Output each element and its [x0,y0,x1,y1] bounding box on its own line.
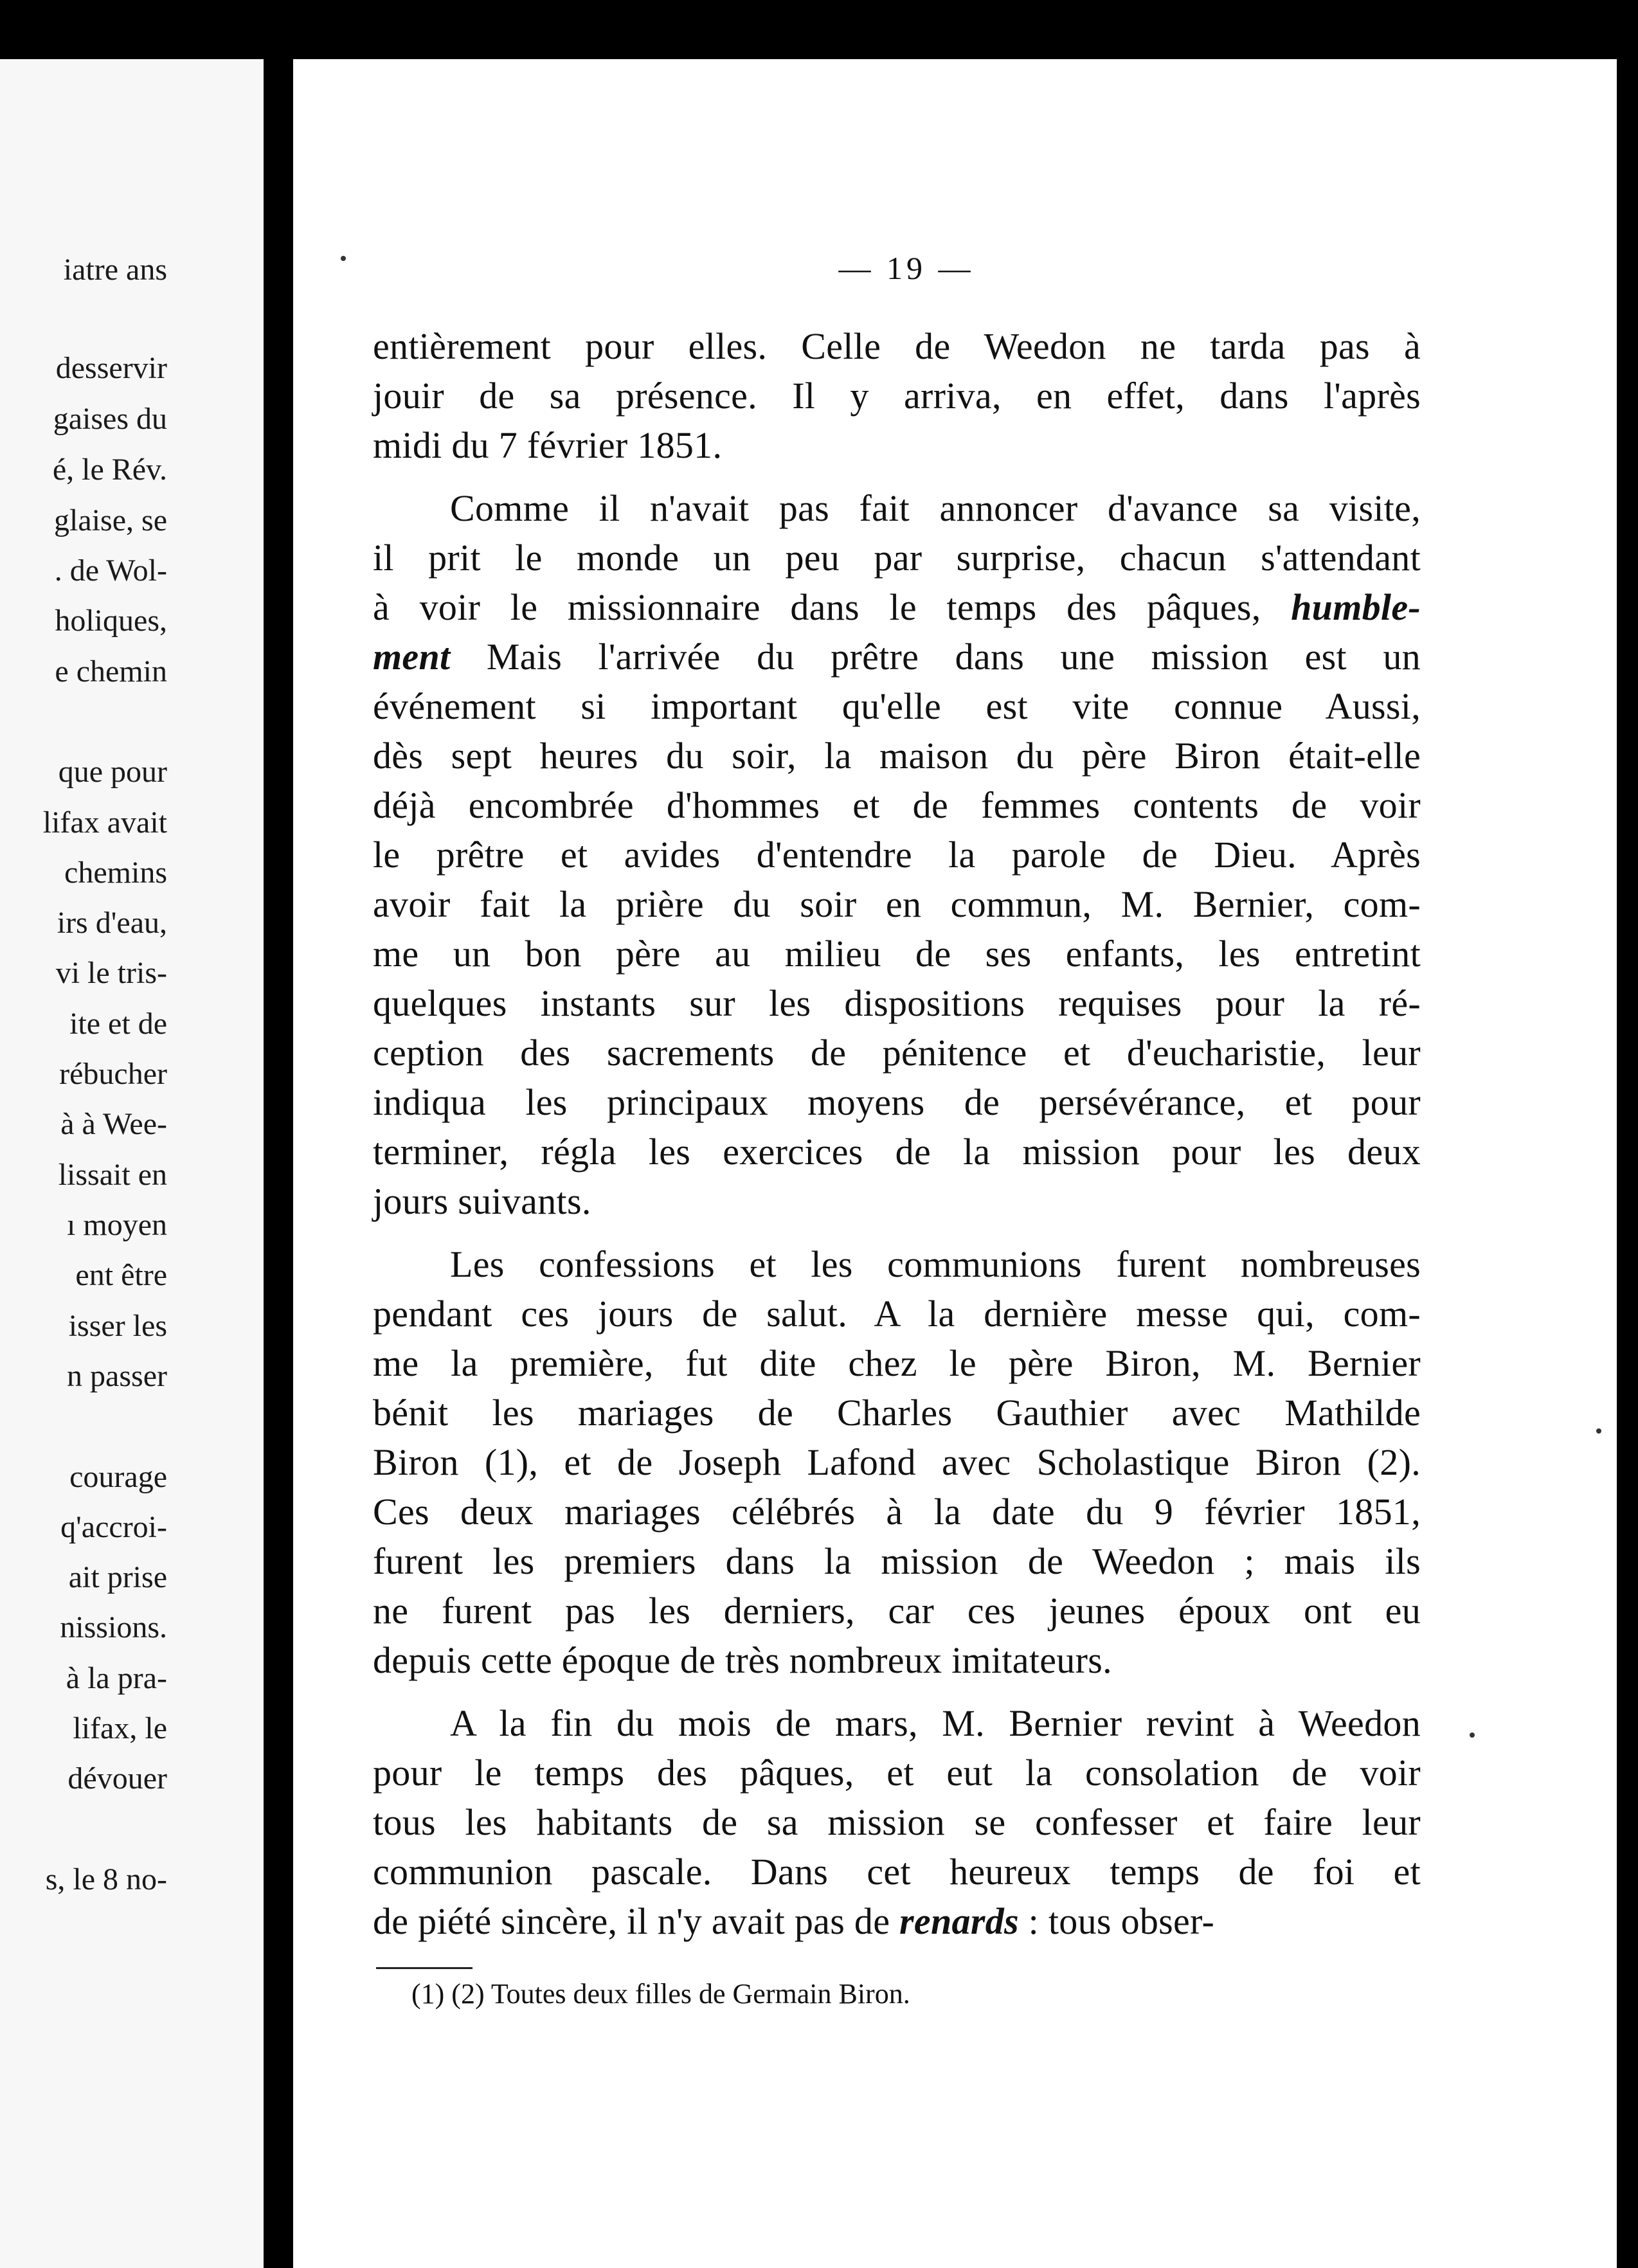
text-line [373,1127,1421,1176]
left-page-line: lifax, le [73,1711,167,1745]
text-line [373,1698,1421,1748]
text-segment: furent les premiers dans la mission de Weedon ; mais ils [373,1540,1421,1582]
italic-text: humble- [1291,586,1421,628]
text-segment: me un bon père au milieu de ses enfants, les entretint [373,933,1421,975]
left-page-line: lifax avait [42,806,167,840]
left-page-line: chemins [64,856,167,890]
text-segment: le prêtre et avides d'entendre la parole de Dieu. Après [373,834,1421,876]
scan-speck [1596,1428,1601,1434]
text-line [373,1028,1421,1077]
scan-right-border [1617,0,1638,2268]
left-page-line: iatre ans [63,253,167,287]
text-segment: déjà encombrée d'hommes et de femmes contents de voir [373,784,1421,826]
text-line [373,1586,1421,1635]
text-line [373,1437,1421,1487]
left-page-line: gaises du [53,402,167,436]
footnote: (1) (2) Toutes deux filles de Germain Biron. [411,1978,910,2010]
text-segment: indiqua les principaux moyens de persévérance, et pour [373,1081,1421,1123]
text-segment: terminer, régla les exercices de la mission pour les deux [373,1131,1421,1173]
left-page-line: holiques, [55,604,167,638]
text-segment: ne furent pas les derniers, car ces jeunes époux ont eu [373,1590,1421,1632]
text-line [373,681,1421,731]
text-line [373,731,1421,780]
text-line [373,978,1421,1028]
left-page-line: rébucher [59,1057,167,1091]
text-line [373,1635,1421,1685]
text-segment: pendant ces jours de salut. A la dernière messe qui, com- [373,1293,1421,1335]
text-segment: me la première, fut dite chez le père Biron, M. Bernier [373,1342,1421,1384]
left-page-line: glaise, se [54,503,167,537]
left-page-fragment [0,59,264,2268]
text-segment: communion pascale. Dans cet heureux temps de foi et [373,1851,1421,1893]
text-segment: jours suivants. [373,1180,591,1222]
text-segment: depuis cette époque de très nombreux imitateurs. [373,1639,1112,1681]
left-page-line: ite et de [69,1007,167,1041]
text-segment: dès sept heures du soir, la maison du père Biron était-elle [373,735,1421,777]
text-segment: Mais l'arrivée du prêtre dans une mission est un [450,636,1421,678]
text-line [373,632,1421,681]
text-line [373,1077,1421,1127]
scan-speck [1470,1733,1475,1738]
left-page-line: . de Wol- [54,554,167,588]
text-segment: ception des sacrements de pénitence et d'eucharistie, leur [373,1032,1421,1074]
text-line [373,483,1421,533]
left-page-line: desservir [55,351,167,385]
text-segment: midi du 7 février 1851. [373,424,723,466]
text-line [373,1388,1421,1437]
text-segment: Ces deux mariages célébrés à la date du 9 février 1851, [373,1491,1421,1533]
text-segment: tous les habitants de sa mission se confesser et faire leur [373,1801,1421,1843]
left-page-line: à à Wee- [60,1107,167,1141]
text-line [373,533,1421,582]
left-page-line: e chemin [55,654,167,688]
left-page-line: dévouer [68,1761,167,1796]
page-number: — 19 — [838,250,975,286]
scan-top-border [0,0,1638,59]
text-segment: : tous obser- [1018,1900,1215,1942]
book-gutter [264,0,293,2268]
text-line [373,830,1421,879]
text-line [373,1487,1421,1536]
text-line [373,879,1421,929]
text-line [373,929,1421,978]
text-segment: entièrement pour elles. Celle de Weedon ne tarda pas à [373,325,1421,367]
left-page-line: q'accroi- [60,1510,167,1544]
text-segment: à voir le missionnaire dans le temps des pâques, [373,586,1292,628]
left-page-line: lissait en [58,1158,167,1192]
text-segment: Biron (1), et de Joseph Lafond avec Scholastique Biron (2). [373,1441,1421,1483]
left-page-line: isser les [68,1309,167,1343]
text-line [373,1847,1421,1896]
text-line [373,1338,1421,1388]
text-line [373,321,1421,371]
text-line [373,1239,1421,1289]
text-line [373,1797,1421,1847]
left-page-line: à la pra- [66,1661,167,1695]
italic-text: renards [899,1900,1019,1942]
text-line [373,1176,1421,1226]
text-segment: événement si important qu'elle est vite connue Aussi, [373,685,1421,727]
left-page-line: ait prise [68,1560,167,1594]
left-page-line: ent être [75,1258,167,1292]
text-segment: il prit le monde un peu par surprise, chacun s'attendant [373,537,1421,579]
left-page-line: s, le 8 no- [45,1862,167,1896]
text-segment: quelques instants sur les dispositions requises pour la ré- [373,982,1421,1024]
text-line [373,1896,1421,1946]
text-segment: pour le temps des pâques, et eut la consolation de voir [373,1752,1421,1794]
left-page-line: ı moyen [67,1208,167,1242]
italic-text: ment [373,636,451,678]
left-page-line: que pour [58,755,167,789]
text-line [373,1748,1421,1797]
text-segment: Les confessions et les communions furent nombreuses [450,1243,1421,1285]
text-segment: avoir fait la prière du soir en commun, M. Bernier, com- [373,883,1421,925]
text-line [373,1289,1421,1338]
left-page-line: nissions. [60,1610,167,1644]
left-page-line: irs d'eau, [57,906,167,940]
text-line [373,1536,1421,1586]
text-segment: bénit les mariages de Charles Gauthier avec Mathilde [373,1392,1421,1434]
left-page-line: é, le Rév. [52,453,167,487]
left-page-line: n passer [67,1359,167,1393]
text-segment: de piété sincère, il n'y avait pas de [373,1900,900,1942]
footnote-rule [376,1967,473,1969]
left-page-line: vi le tris- [55,956,167,990]
text-line [373,780,1421,830]
left-page-line: courage [69,1460,167,1494]
text-segment: jouir de sa présence. Il y arriva, en effet, dans l'après [373,375,1421,417]
text-segment: A la fin du mois de mars, M. Bernier revint à Weedon [450,1702,1421,1744]
text-line [373,420,1421,470]
scan-speck [341,256,346,261]
text-line [373,582,1421,632]
text-segment: Comme il n'avait pas fait annoncer d'avance sa visite, [450,487,1421,529]
text-line [373,371,1421,420]
